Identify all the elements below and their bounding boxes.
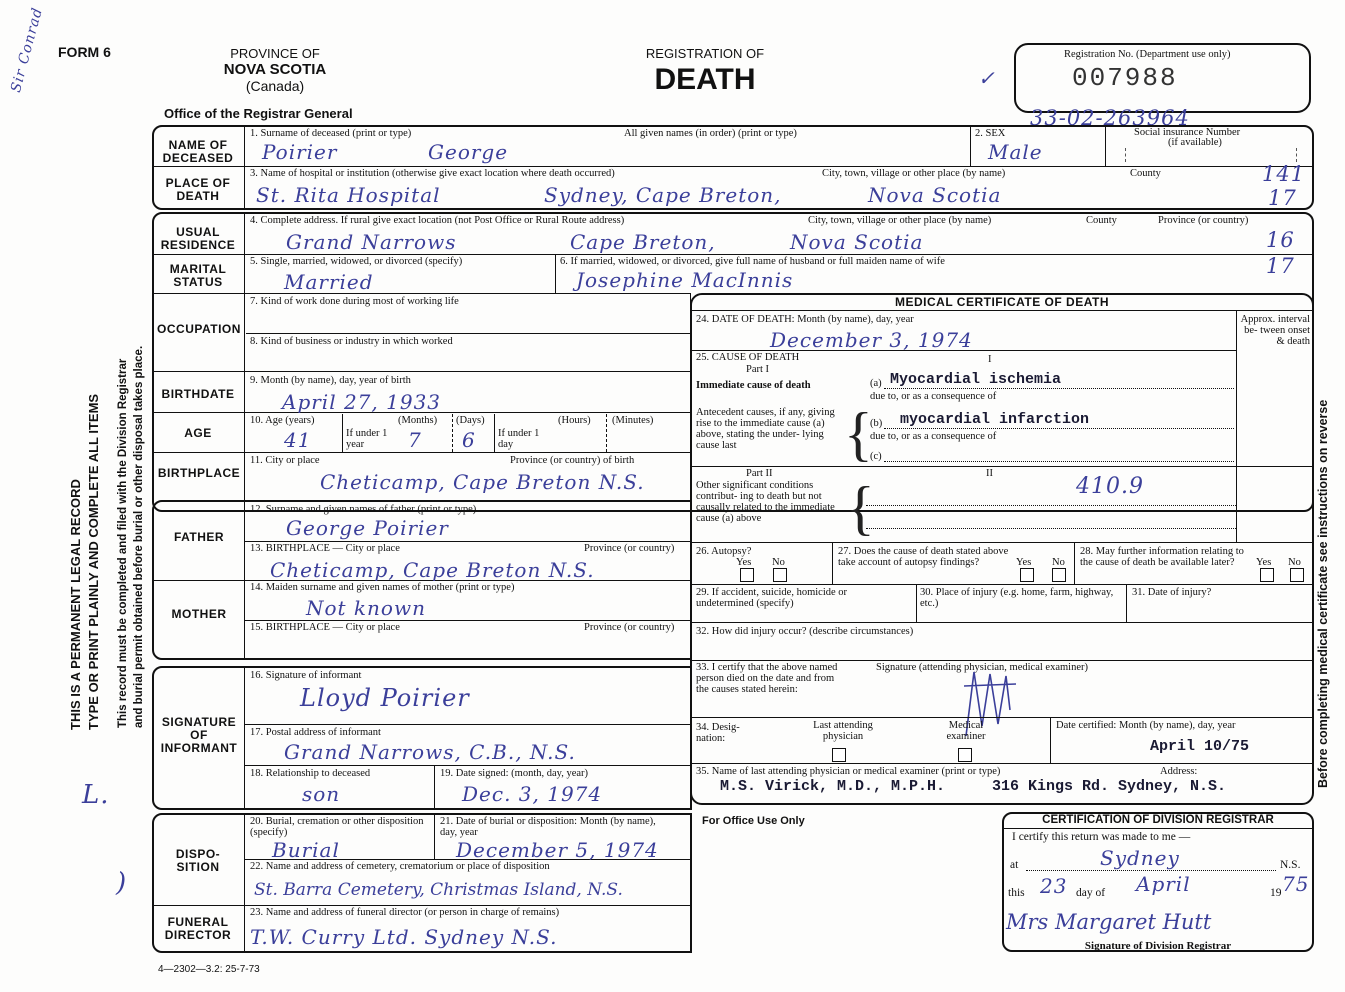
label-mother-birthplace: 15. BIRTHPLACE — City or place	[250, 622, 400, 633]
checkbox-further-no[interactable]	[1290, 568, 1304, 582]
label-birthplace-province: Province (or country) of birth	[510, 455, 635, 466]
label-at: at	[1010, 859, 1019, 871]
section-age: AGE	[184, 426, 212, 440]
label-birthdate: 9. Month (by name), day, year of birth	[250, 375, 411, 386]
label-burial: 20. Burial, cremation or other disposition (specify)	[250, 816, 424, 838]
label-findings-no: No	[1052, 557, 1065, 568]
section-occupation: OCCUPATION	[157, 322, 241, 336]
label-age-months: (Months)	[398, 415, 438, 426]
label-date-of-injury: 31. Date of injury?	[1132, 587, 1212, 598]
label-birthplace-city: 11. City or place	[250, 455, 320, 466]
label-relationship: 18. Relationship to deceased	[250, 768, 371, 779]
label-certify-return: I certify this return was made to me —	[1012, 831, 1191, 843]
label-date-signed: 19. Date signed: (month, day, year)	[440, 768, 589, 779]
value-marital: Married	[284, 270, 374, 294]
label-further-info: 28. May further information relating to the cause of death be available later?	[1080, 546, 1244, 568]
section-mother: MOTHER	[171, 607, 227, 621]
label-burial-date: 21. Date of burial or disposition: Month (by name), day, year	[440, 816, 656, 838]
province-line1: PROVINCE OF	[230, 46, 320, 61]
value-funeral-director: T.W. Curry Ltd. Sydney N.S.	[250, 925, 558, 949]
label-autopsy-no: No	[772, 557, 785, 568]
label-physician-address: Address:	[1160, 766, 1198, 777]
value-death-city: Sydney, Cape Breton,	[544, 183, 782, 207]
value-cause-a: Myocardial ischemia	[890, 371, 1062, 388]
value-residence-address: Grand Narrows	[286, 230, 457, 254]
value-sex: Male	[988, 140, 1043, 164]
value-birthdate: April 27, 1933	[282, 390, 442, 414]
label-designation: 34. Desig- nation:	[696, 722, 740, 744]
death-title: DEATH	[654, 63, 756, 96]
value-physician-address: 316 Kings Rd. Sydney, N.S.	[992, 778, 1227, 795]
label-informant-signature: 16. Signature of informant	[250, 670, 362, 681]
label-injury-circumstances: 32. How did injury occur? (describe circumstances)	[696, 626, 914, 637]
value-age-years: 41	[284, 428, 312, 452]
value-registrar-month: April	[1136, 872, 1191, 896]
registrar-office: Office of the Registrar General	[164, 106, 353, 121]
label-autopsy: 26. Autopsy?	[696, 546, 752, 557]
label-residence-city: City, town, village or other place (by name)	[808, 215, 992, 226]
value-county-code-2: 17	[1268, 186, 1297, 210]
label-cause-of-death: 25. CAUSE OF DEATH	[696, 352, 800, 363]
margin-line2: TYPE OR PRINT PLAINLY AND COMPLETE ALL ITEMS	[86, 393, 101, 730]
label-autopsy-yes: Yes	[736, 557, 752, 568]
value-physician-name: M.S. Virick, M.D., M.P.H.	[720, 778, 946, 795]
label-under-1-year: If under 1 year	[346, 428, 388, 450]
value-death-province: Nova Scotia	[868, 183, 1002, 207]
label-findings-yes: Yes	[1016, 557, 1032, 568]
value-informant-signature: Lloyd Poirier	[300, 684, 470, 712]
label-father-province: Province (or country)	[584, 543, 675, 554]
label-a: (a)	[870, 378, 882, 389]
section-disposition: DISPO- SITION	[175, 847, 221, 874]
label-approx-interval: Approx. interval be- tween onset & death	[1240, 314, 1310, 347]
value-given-names: George	[428, 140, 509, 164]
value-registrar-year: 75	[1282, 872, 1310, 896]
form-number: FORM 6	[58, 44, 111, 60]
label-physician-signature: Signature (attending physician, medical examiner)	[876, 662, 1088, 673]
label-immediate-cause: Immediate cause of death	[696, 380, 811, 391]
regno-label: Registration No. (Department use only)	[1064, 49, 1231, 60]
brace-other: {	[846, 475, 875, 541]
checkbox-findings-no[interactable]	[1052, 568, 1066, 582]
label-under-1-day: If under 1 day	[498, 428, 540, 450]
value-registrar-place: Sydney	[1100, 846, 1180, 870]
section-birthdate: BIRTHDATE	[161, 387, 235, 401]
value-county-code-1: 141	[1262, 162, 1306, 186]
label-certify: 33. I certify that the above named person died on the date and from the causes stated herein:	[696, 662, 838, 695]
label-sin: Social insurance Number	[1134, 127, 1241, 138]
label-physician-name: 35. Name of last attending physician or medical examiner (print or type)	[696, 766, 1001, 777]
value-date-signed: Dec. 3, 1974	[462, 782, 603, 806]
label-roman-2: II	[986, 468, 993, 479]
section-funeral-director: FUNERAL DIRECTOR	[164, 915, 232, 942]
section-birthplace: BIRTHPLACE	[157, 466, 241, 480]
label-spouse: 6. If married, widowed, or divorced, give full name of husband or full maiden name of wife	[560, 256, 945, 267]
value-residence-province: Nova Scotia	[790, 230, 924, 254]
value-residence-county: Cape Breton,	[570, 230, 716, 254]
label-age-minutes: (Minutes)	[612, 415, 654, 426]
label-father-birthplace: 13. BIRTHPLACE — City or place	[250, 543, 400, 554]
value-burial: Burial	[272, 838, 340, 862]
label-date-certified: Date certified: Month (by name), day, year	[1056, 720, 1236, 731]
label-last-attending: Last attending physician	[813, 720, 873, 742]
value-registrar-signature: Mrs Margaret Hutt	[1006, 910, 1212, 934]
handwritten-number: 33-02-263964	[1030, 106, 1190, 130]
value-burial-date: December 5, 1974	[456, 838, 659, 862]
label-ns: N.S.	[1280, 859, 1301, 871]
checkbox-further-yes[interactable]	[1260, 568, 1274, 582]
margin-line4: and burial permit obtained before burial or other disposal takes place.	[133, 345, 145, 728]
margin-stamp: Sir Conrad	[8, 5, 47, 95]
regno-value: 007988	[1072, 63, 1178, 93]
label-sex: 2. SEX	[975, 128, 1006, 139]
value-surname: Poirier	[262, 140, 338, 164]
margin-mark-1: L.	[82, 780, 110, 810]
label-other-conditions: Other significant conditions contribut- ing to death but not causally related to the immediate cause (a) above	[696, 480, 835, 524]
margin-line3: This record must be completed and filed with the Division Registrar	[117, 358, 129, 728]
label-hospital: 3. Name of hospital or institution (otherwise give exact location where death occurred)	[250, 168, 615, 179]
label-given-names: All given names (in order) (print or type)	[624, 128, 797, 139]
label-b: (b)	[870, 418, 883, 429]
checkbox-findings-yes[interactable]	[1020, 568, 1034, 582]
label-due-to-1: due to, or as a consequence of	[870, 391, 997, 402]
label-death-city: City, town, village or other place (by name)	[822, 168, 1006, 179]
label-father-name: 12. Surname and given names of father (print or type)	[250, 504, 477, 515]
margin-mark-2: )	[116, 868, 128, 898]
label-accident: 29. If accident, suicide, homicide or undetermined (specify)	[696, 587, 848, 609]
label-death-county: County	[1130, 168, 1161, 179]
value-cemetery: St. Barra Cemetery, Christmas Island, N.S.	[254, 880, 623, 900]
check-mark: ✓	[978, 66, 996, 90]
value-cause-b: myocardial infarction	[900, 411, 1090, 428]
label-date-of-death: 24. DATE OF DEATH: Month (by name), day, year	[696, 314, 914, 325]
label-c: (c)	[870, 451, 882, 462]
value-registrar-day: 23	[1040, 874, 1068, 898]
label-industry: 8. Kind of business or industry in which worked	[250, 336, 453, 347]
label-informant-address: 17. Postal address of informant	[250, 727, 381, 738]
value-icd-code: 410.9	[1076, 474, 1144, 499]
province-block	[200, 46, 350, 94]
label-roman-1: I	[988, 354, 992, 365]
label-part-1: Part I	[746, 364, 770, 375]
value-age-days: 6	[462, 428, 476, 452]
checkbox-medical-examiner[interactable]	[958, 748, 972, 762]
label-age-hours: (Hours)	[558, 415, 591, 426]
label-marital: 5. Single, married, widowed, or divorced (specify)	[250, 256, 463, 267]
value-age-months: 7	[408, 428, 422, 452]
sin-boxes	[1125, 148, 1297, 162]
registration-of: REGISTRATION OF	[645, 46, 765, 61]
value-residence-code-2: 17	[1266, 254, 1295, 278]
label-part-2: Part II	[746, 468, 773, 479]
registration-number-box	[1014, 43, 1311, 113]
province-line3: (Canada)	[245, 78, 305, 94]
medical-title: MEDICAL CERTIFICATE OF DEATH	[895, 295, 1109, 309]
section-signature-informant: SIGNATURE OF INFORMANT	[160, 715, 238, 755]
section-name-of-deceased: NAME OF DECEASED	[162, 138, 234, 165]
label-autopsy-findings: 27. Does the cause of death stated above take account of autopsy findings?	[838, 546, 1009, 568]
checkbox-last-attending[interactable]	[832, 748, 846, 762]
label-sin-available: (if available)	[1168, 137, 1222, 148]
label-residence-province: Province (or country)	[1158, 215, 1249, 226]
label-further-yes: Yes	[1256, 557, 1272, 568]
label-year-prefix: 19	[1270, 887, 1282, 899]
label-surname: 1. Surname of deceased (print or type)	[250, 128, 412, 139]
label-due-to-2: due to, or as a consequence of	[870, 431, 997, 442]
value-residence-code-1: 16	[1266, 228, 1295, 252]
value-date-of-death: December 3, 1974	[770, 328, 973, 352]
label-registrar-signature: Signature of Division Registrar	[1084, 940, 1232, 952]
section-place-of-death: PLACE OF DEATH	[165, 176, 231, 203]
label-mother-province: Province (or country)	[584, 622, 675, 633]
label-place-of-injury: 30. Place of injury (e.g. home, farm, highway, etc.)	[920, 587, 1114, 609]
form-code: 4—2302—3.2: 25-7-73	[158, 964, 260, 975]
value-mother-name: Not known	[306, 596, 426, 620]
right-margin-note: Before completing medical certificate see instructions on reverse	[1316, 399, 1330, 788]
label-cemetery: 22. Name and address of cemetery, crematorium or place of disposition	[250, 861, 550, 872]
registration-title	[620, 46, 790, 97]
value-spouse: Josephine MacInnis	[576, 268, 794, 292]
section-father: FATHER	[173, 530, 225, 544]
label-residence-address: 4. Complete address. If rural give exact location (not Post Office or Rural Route address)	[250, 215, 625, 226]
value-informant-address: Grand Narrows, C.B., N.S.	[284, 740, 576, 764]
province-line2: NOVA SCOTIA	[223, 61, 327, 78]
margin-line1: THIS IS A PERMANENT LEGAL RECORD	[68, 479, 83, 730]
value-birthplace: Cheticamp, Cape Breton N.S.	[320, 470, 645, 494]
value-relationship: son	[302, 782, 341, 806]
label-antecedent: Antecedent causes, if any, giving rise to the immediate cause (a) above, stating the under- lying cause last	[696, 407, 835, 451]
office-use-label: For Office Use Only	[702, 815, 805, 827]
label-further-no: No	[1288, 557, 1301, 568]
section-marital-status: MARITAL STATUS	[169, 262, 227, 289]
label-work: 7. Kind of work done during most of working life	[250, 296, 459, 307]
division-title: CERTIFICATION OF DIVISION REGISTRAR	[1042, 814, 1274, 826]
label-funeral-director: 23. Name and address of funeral director (or person in charge of remains)	[250, 907, 560, 918]
value-father-name: George Poirier	[286, 516, 449, 540]
label-day-of: day of	[1076, 887, 1106, 899]
label-age-days: (Days)	[456, 415, 485, 426]
section-usual-residence: USUAL RESIDENCE	[160, 225, 236, 252]
brace-antecedent: {	[844, 401, 873, 467]
label-residence-county: County	[1086, 215, 1117, 226]
value-father-birthplace: Cheticamp, Cape Breton N.S.	[270, 558, 595, 582]
label-age-years: 10. Age (years)	[250, 415, 315, 426]
label-this: this	[1008, 887, 1025, 899]
value-hospital: St. Rita Hospital	[256, 183, 441, 207]
checkbox-autopsy-no[interactable]	[773, 568, 787, 582]
value-date-certified: April 10/75	[1150, 738, 1250, 755]
label-medical-examiner: Medical examiner	[946, 720, 986, 742]
checkbox-autopsy-yes[interactable]	[740, 568, 754, 582]
label-mother-name: 14. Maiden surname and given names of mother (print or type)	[250, 582, 515, 593]
